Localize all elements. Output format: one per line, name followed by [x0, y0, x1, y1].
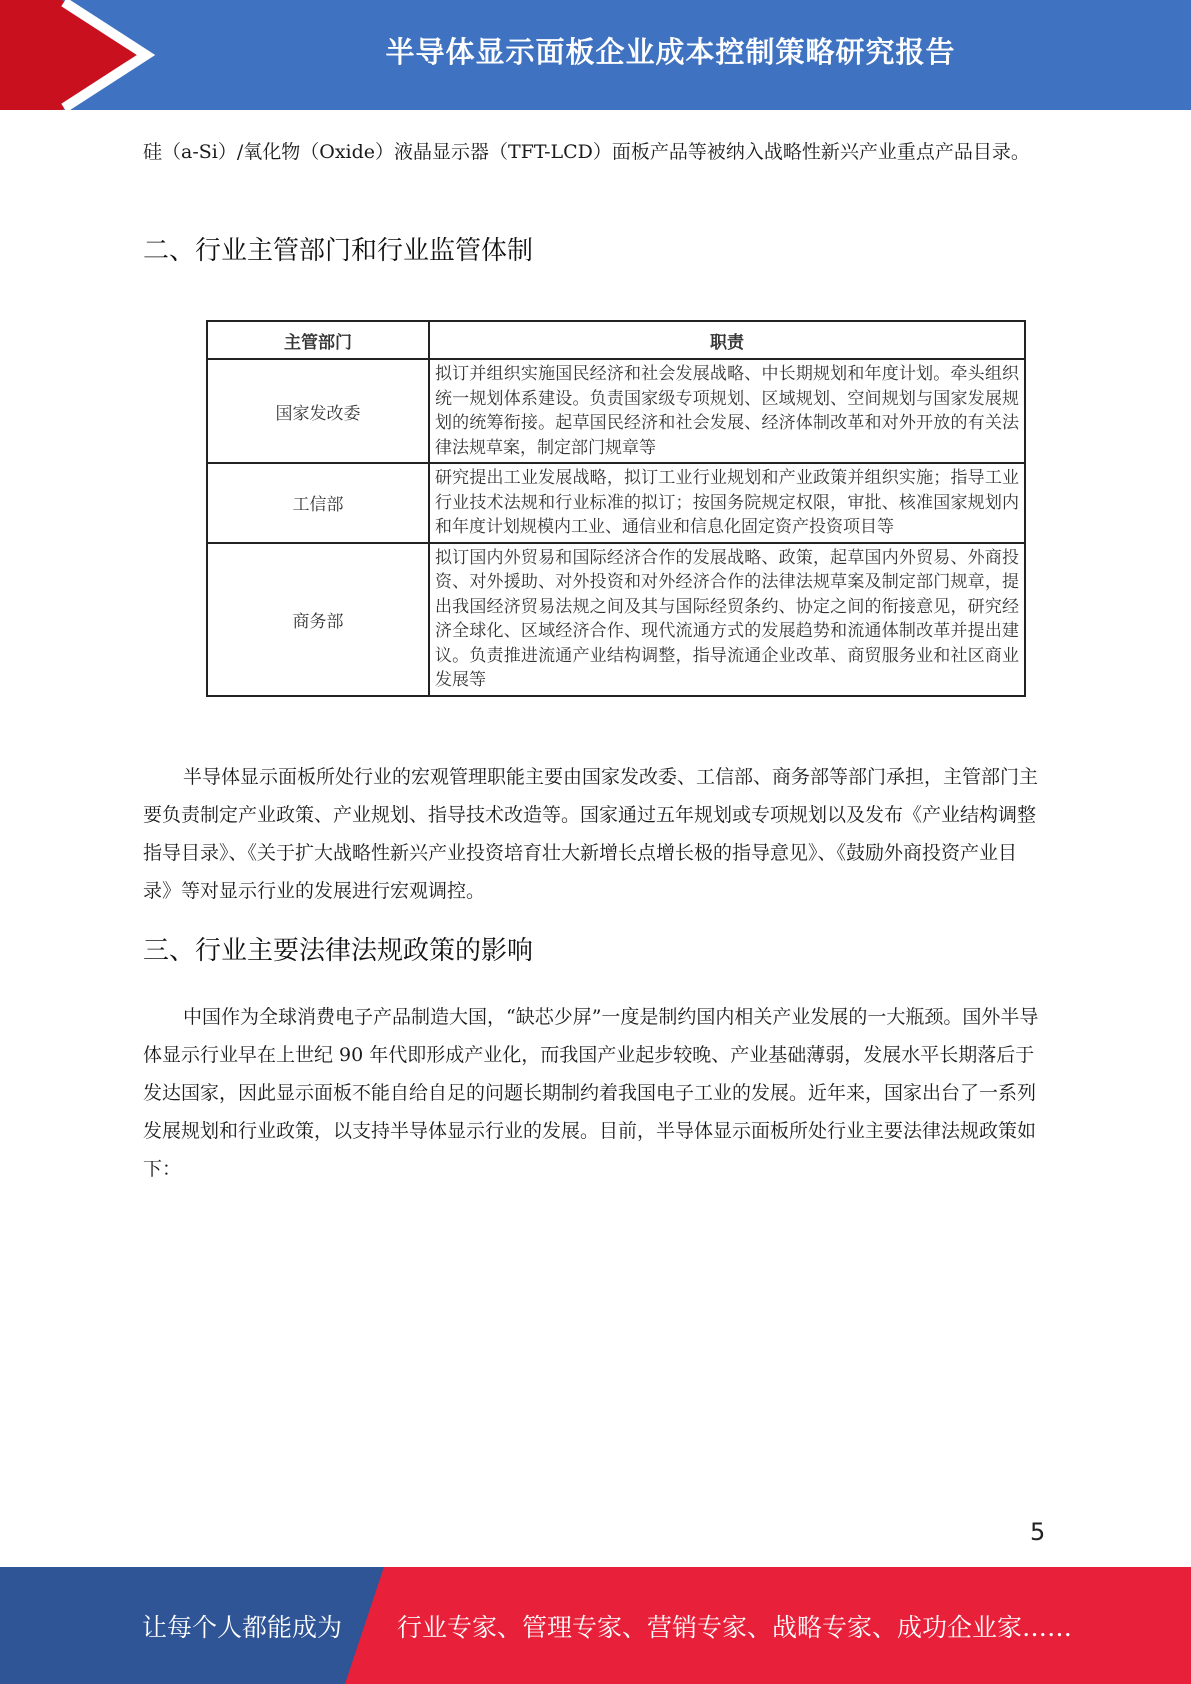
- intro-paragraph: 硅（a-Si）/氧化物（Oxide）液晶显示器（TFT-LCD）面板产品等被纳入战略性新兴产业重点产品目录。: [143, 141, 1030, 163]
- report-title: 半导体显示面板企业成本控制策略研究报告: [385, 34, 956, 69]
- regulator-table: [206, 320, 1026, 697]
- table-row: [207, 359, 1025, 463]
- table-cell-duty: 研究提出工业发展战略，拟订工业行业规划和产业政策并组织实施；指导工业行业技术法规和行业标准的拟订；按国务院规定权限，审批、核准国家规划内和年度计划规模内工业、通信业和信息化固定资产投资项目等: [429, 463, 1025, 543]
- table-header-row: [207, 321, 1025, 359]
- table-header-duty: 职责: [429, 321, 1025, 359]
- section2-paragraph: 半导体显示面板所处行业的宏观管理职能主要由国家发改委、工信部、商务部等部门承担，主管部门主要负责制定产业政策、产业规划、指导技术改造等。国家通过五年规划或专项规划以及发布《产业结构调整指导目录》、《关于扩大战略性新兴产业投资培育壮大新增长点增长极的指导意见》、《鼓励外商投资产业目录》等对显示行业的发展进行宏观调控。: [143, 766, 1039, 902]
- section3-paragraph: 中国作为全球消费电子产品制造大国，“缺芯少屏”一度是制约国内相关产业发展的一大瓶颈。国外半导体显示行业早在上世纪 90 年代即形成产业化，而我国产业起步较晚、产业基础薄弱，发展水平长期落后于发达国家，因此显示面板不能自给自足的问题长期制约着我国电子工业的发展。近年来，国家出台了一系列发展规划和行业政策，以支持半导体显示行业的发展。目前，半导体显示面板所处行业主要法律法规政策如下：: [143, 1006, 1039, 1180]
- table-cell-dept: 国家发改委: [207, 359, 429, 463]
- table-header-dept: 主管部门: [207, 321, 429, 359]
- table-cell-dept: 商务部: [207, 543, 429, 696]
- page-number: 5: [1030, 1518, 1046, 1546]
- section-heading-3: 三、行业主要法律法规政策的影响: [143, 936, 534, 966]
- table-row: [207, 543, 1025, 696]
- table-cell-duty: 拟订国内外贸易和国际经济合作的发展战略、政策，起草国内外贸易、外商投资、对外援助、对外投资和对外经济合作的法律法规草案及制定部门规章，提出我国经济贸易法规之间及其与国际经贸条约、协定之间的衔接意见，研究经济全球化、区域经济合作、现代流通方式的发展趋势和流通体制改革并提出建议。负责推进流通产业结构调整，指导流通企业改革、商贸服务业和社区商业发展等: [429, 543, 1025, 696]
- section-heading-2: 二、行业主管部门和行业监管体制: [143, 236, 534, 266]
- header-arrow-decoration: [0, 0, 160, 110]
- page-footer: [0, 1567, 1191, 1684]
- table-cell-dept: 工信部: [207, 463, 429, 543]
- footer-slogan-right: 行业专家、管理专家、营销专家、战略专家、成功企业家……: [397, 1612, 1073, 1642]
- footer-slogan-left: 让每个人都能成为: [142, 1612, 343, 1642]
- table-cell-duty: 拟订并组织实施国民经济和社会发展战略、中长期规划和年度计划。牵头组织统一规划体系建设。负责国家级专项规划、区域规划、空间规划与国家发展规划的统筹衔接。起草国民经济和社会发展、经济体制改革和对外开放的有关法律法规草案，制定部门规章等: [429, 359, 1025, 463]
- table-row: [207, 463, 1025, 543]
- page-header: [0, 0, 1191, 110]
